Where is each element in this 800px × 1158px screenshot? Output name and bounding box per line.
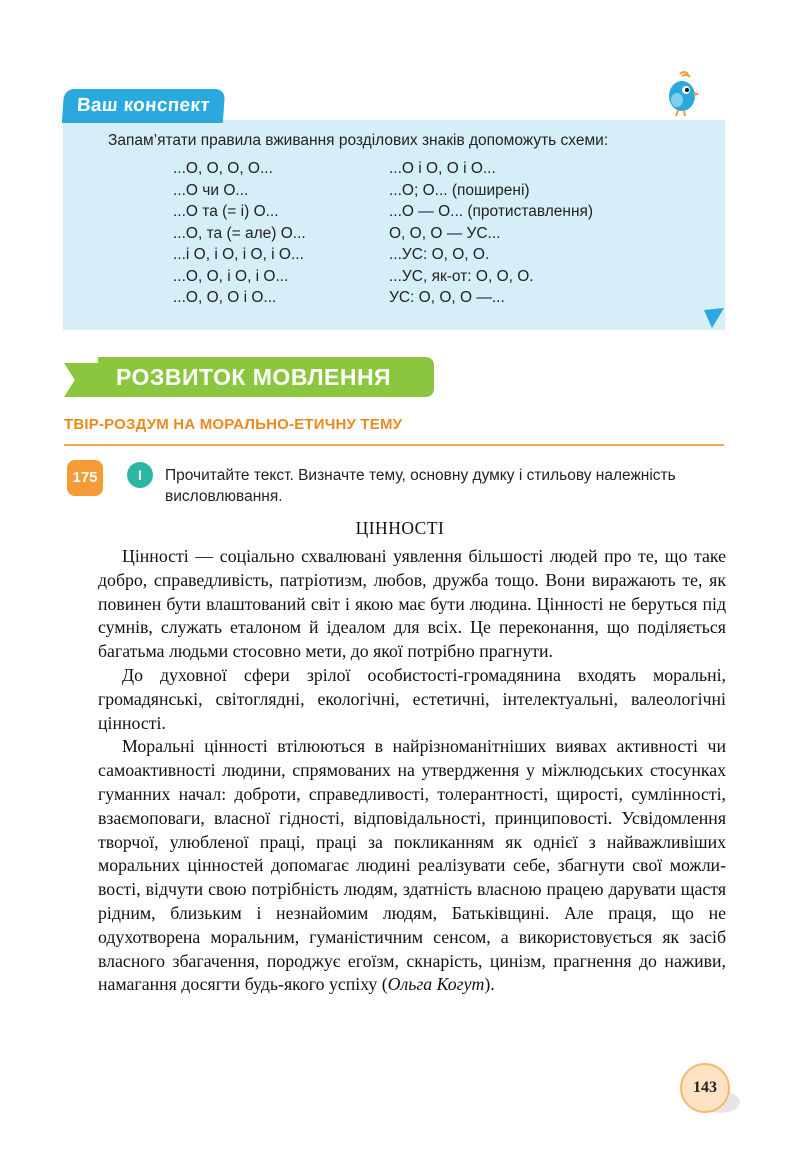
scheme-item: ...О чи О... — [173, 181, 249, 199]
scheme-item: УС: О, О, О —... — [389, 289, 505, 306]
scheme-item: ...О; О... (поширені) — [389, 181, 530, 199]
divider — [64, 444, 724, 446]
scheme-item: О, О, О — УС... — [389, 224, 501, 242]
article-title: ЦІННОСТІ — [355, 518, 445, 538]
summary-intro: Запам’ятати правила вживання розділових знаків допоможуть схеми: — [108, 132, 609, 149]
article-text: Моральні цінності втілюються в найрізноманітніших виявах активності чи самоактивності людини, спрямованих на утвердження у міжлюдських стосунках гуманних начал: доброти, справедливості, толерантності, щирості, сумлінності, взаємоповаги, власної гідності, відповідальності, принциповості. Усвідомлення творчої, улюбленої праці, праці за покликанням як однієї з найважливіших моральних цінностей допомагає людині реалізувати себе, збагнути свої можливості, відчути свою потрібність людям, здатність власною працею дарувати щастя рідним, близьким і незнайомим людям, Батьківщині. Але праця, що не одухотворена моральним, гуманістичним сенсом, а використовується як засіб власного збагачення, породжує егоїзм, скнарість, цинізм, прагнення до наживи, намагання досягти будь-якого успіху ( — [98, 736, 726, 995]
article-paragraph — [98, 735, 726, 997]
bird-icon — [660, 70, 700, 118]
section-title: РОЗВИТОК МОВЛЕННЯ — [116, 364, 392, 390]
scheme-item: ...О і О, О і О... — [389, 160, 496, 177]
scheme-item: ...О, О, О, О... — [173, 160, 273, 177]
corner-arrow-icon — [702, 306, 726, 330]
scheme-list-right — [389, 158, 593, 309]
article-author: Ольга Когут — [387, 974, 485, 995]
page-number: 143 — [680, 1063, 730, 1113]
scheme-item: ...О, О, О і О... — [173, 289, 277, 306]
summary-tab: Ваш конспект — [62, 89, 225, 123]
scheme-list-left — [173, 158, 306, 309]
scheme-item: ...УС, як-от: О, О, О. — [389, 267, 534, 285]
page-number-badge — [680, 1063, 740, 1117]
subsection-title: ТВІР-РОЗДУМ НА МОРАЛЬНО-ЕТИЧНУ ТЕМУ — [64, 416, 403, 433]
scheme-item: ...і О, і О, і О, і О... — [173, 246, 304, 263]
article-paragraph: Цінності — соціально схвалювані уявлення більшості людей про те, що таке добро, справедливість, патріотизм, любов, дружба тощо. Вони виражають те, як повинен бути влаштований світ і якою має бути людина. Цінності не беруться під сумнів, служать еталоном й ідеалом для всіх. Це переконання, що поділяється багатьма людьми стосовно мети, до якої потрібно прагнути. — [98, 546, 726, 662]
scheme-item: ...УС: О, О, О. — [389, 246, 490, 263]
banner-fold — [64, 363, 100, 397]
scheme-item: ...О, та (= але) О... — [173, 224, 306, 242]
task-level-badge: I — [127, 462, 153, 488]
article-body — [98, 545, 726, 997]
article-text-end: ). — [484, 974, 495, 995]
scheme-item: ...О, О, і О, і О... — [173, 267, 289, 285]
task-instruction: Прочитайте текст. Визначте тему, основну думку і стильову належність висловлювання. — [165, 467, 676, 505]
task-number-badge: 175 — [67, 460, 103, 496]
scheme-item: ...О та (= і) О... — [173, 203, 279, 220]
scheme-item: ...О — О... (протиставлення) — [389, 203, 594, 220]
article-paragraph: До духовної сфери зрілої особистості-громадянина входять моральні, громадянські, світоглядні, екологічні, естетичні, інтелектуальні, валеологічні цінності. — [98, 664, 726, 733]
